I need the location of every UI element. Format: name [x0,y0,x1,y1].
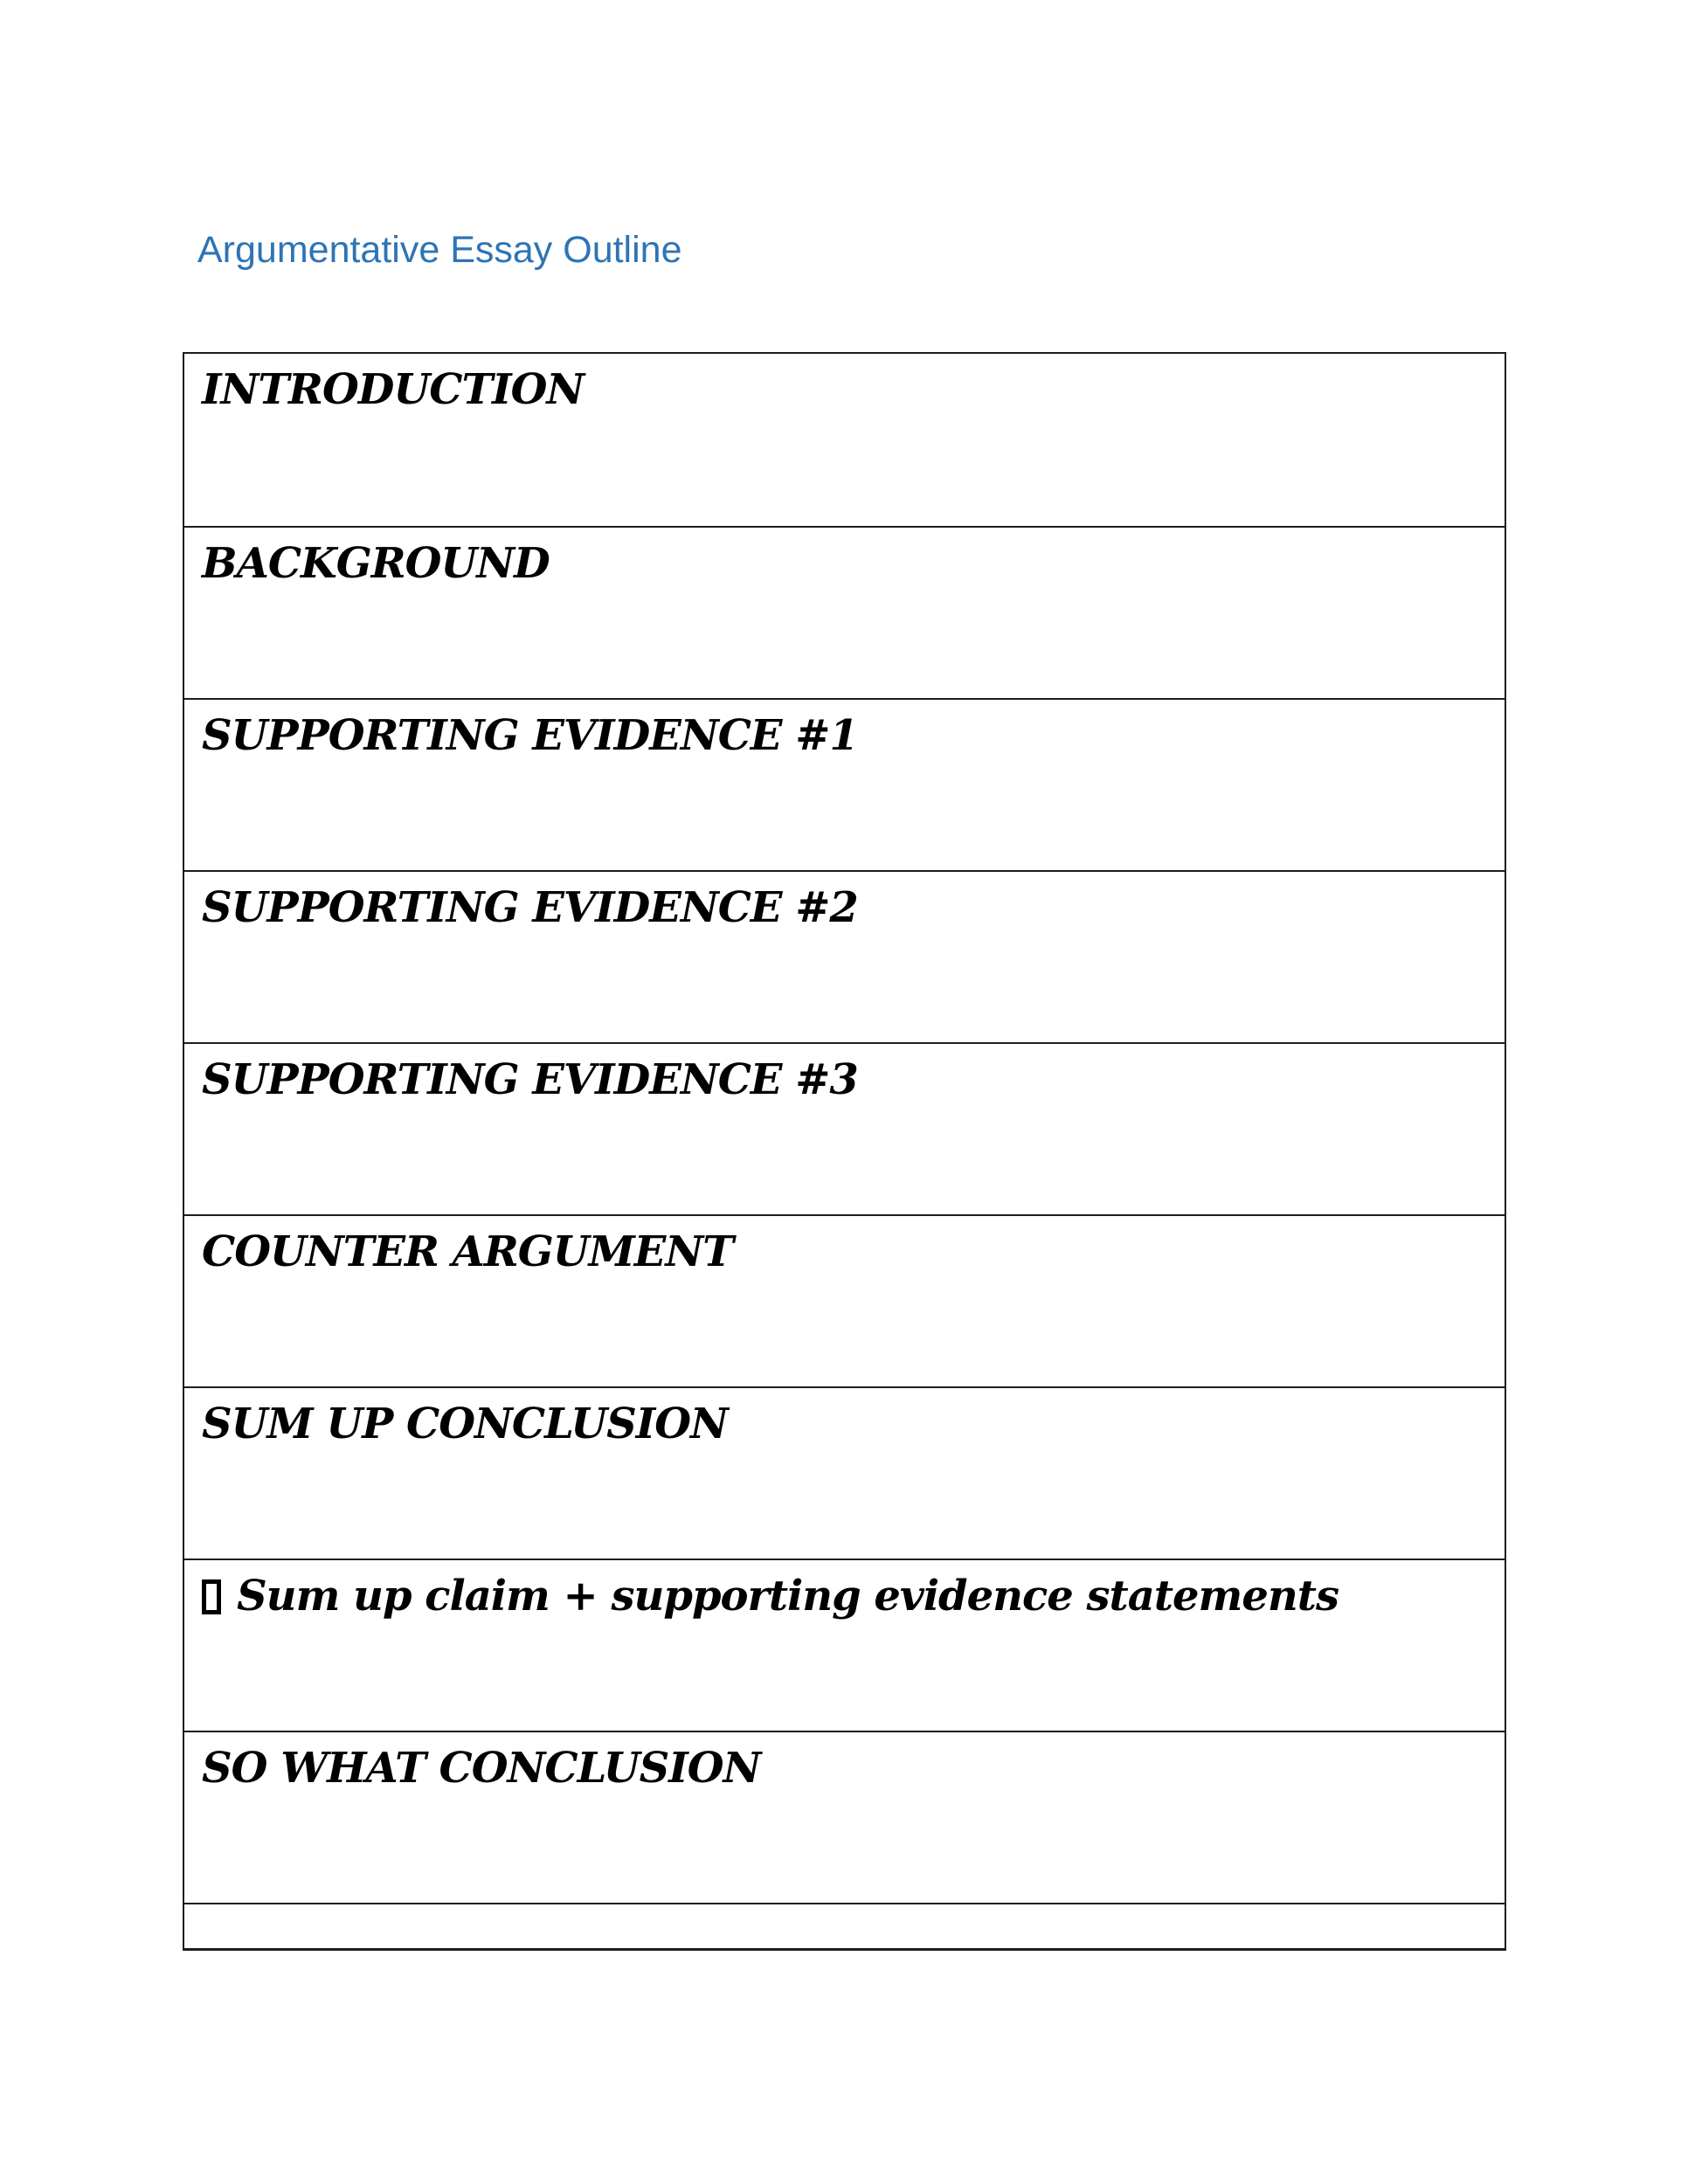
row-introduction [184,354,1505,526]
row-label-supporting-evidence-2: SUPPORTING EVIDENCE #2 [202,883,858,932]
row-sum-up-claim-bullet [184,1559,1505,1731]
row-empty [184,1903,1505,1948]
row-counter-argument [184,1214,1505,1386]
row-supporting-evidence-2 [184,870,1505,1042]
row-sum-up-conclusion [184,1386,1505,1559]
row-supporting-evidence-3 [184,1042,1505,1214]
missing-glyph-bullet-icon [202,1579,221,1614]
row-label-counter-argument: COUNTER ARGUMENT [202,1227,733,1276]
page-title: Argumentative Essay Outline [197,229,682,271]
bullet-line [202,1572,1505,1621]
row-label-introduction: INTRODUCTION [202,365,585,414]
row-label-sum-up-conclusion: SUM UP CONCLUSION [202,1400,728,1448]
row-label-supporting-evidence-1: SUPPORTING EVIDENCE #1 [202,711,858,760]
row-background [184,526,1505,698]
essay-outline-table [183,352,1506,1951]
row-so-what-conclusion [184,1731,1505,1903]
row-label-so-what-conclusion: SO WHAT CONCLUSION [202,1744,761,1793]
row-label-background: BACKGROUND [202,539,550,588]
row-label-sum-up-claim: Sum up claim + supporting evidence statements [237,1572,1339,1621]
row-label-supporting-evidence-3: SUPPORTING EVIDENCE #3 [202,1055,858,1104]
row-supporting-evidence-1 [184,698,1505,870]
